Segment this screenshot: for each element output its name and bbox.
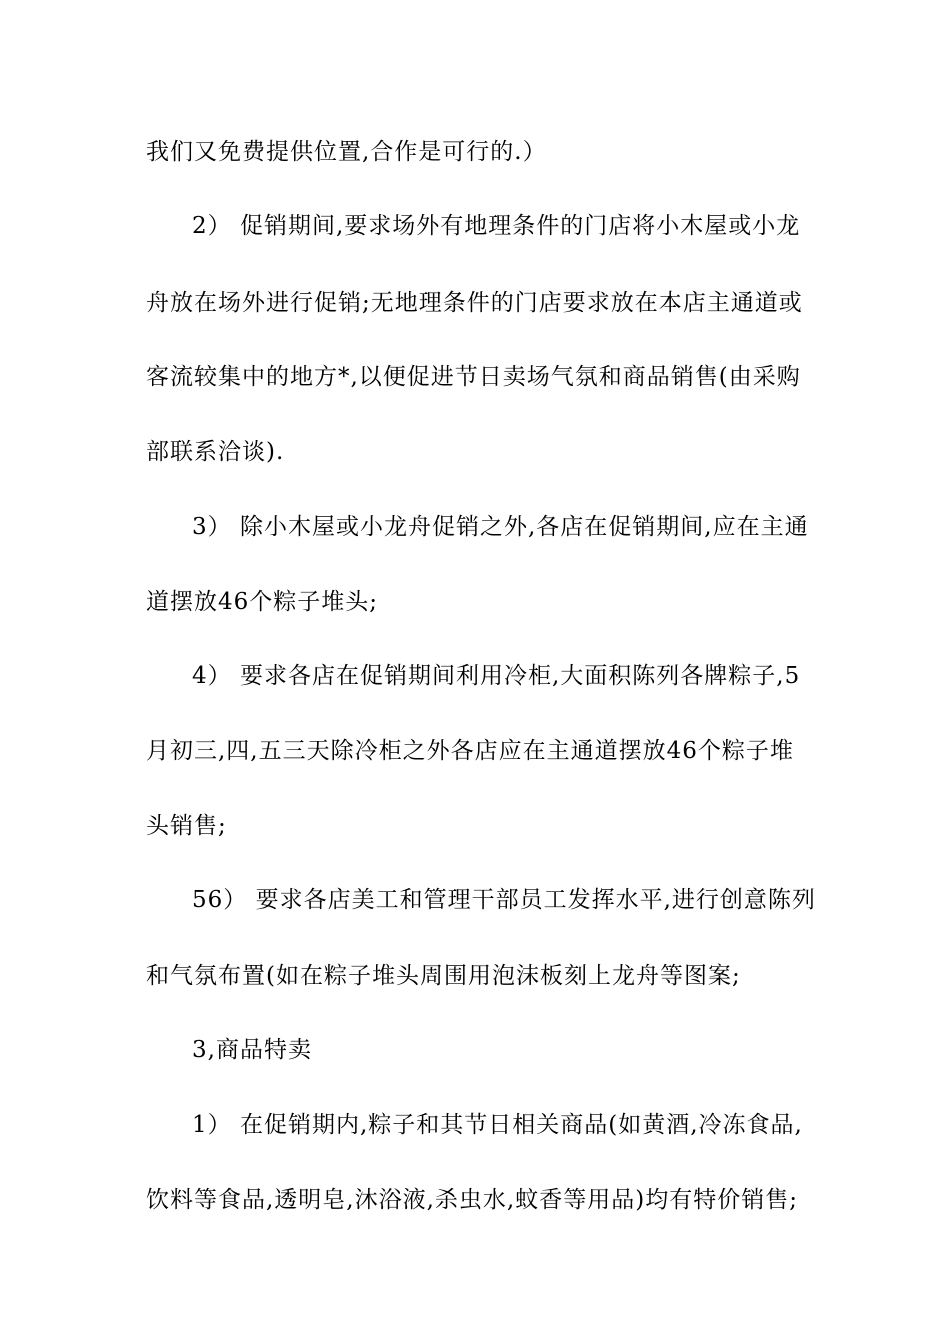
- text-line: 56） 要求各店美工和管理干部员工发挥水平,进行创意陈列: [192, 887, 816, 913]
- text-line: 我们又免费提供位置,合作是可行的.）: [146, 139, 547, 165]
- text-line: 月初三,四,五三天除冷柜之外各店应在主通道摆放46个粽子堆: [146, 738, 794, 764]
- text-line: 头销售;: [146, 813, 227, 839]
- text-line: 4） 要求各店在促销期间利用冷柜,大面积陈列各牌粽子,5: [192, 663, 801, 689]
- text-line: 和气氛布置(如在粽子堆头周围用泡沫板刻上龙舟等图案;: [146, 963, 741, 989]
- text-line: 客流较集中的地方*,以便促进节日卖场气氛和商品销售(由采购: [146, 364, 801, 390]
- text-line: 3） 除小木屋或小龙舟促销之外,各店在促销期间,应在主通: [192, 514, 809, 540]
- text-line: 饮料等食品,透明皂,沐浴液,杀虫水,蚊香等用品)均有特价销售;: [146, 1187, 798, 1213]
- text-line: 3,商品特卖: [192, 1037, 312, 1063]
- text-line: 舟放在场外进行促销;无地理条件的门店要求放在本店主通道或: [146, 290, 803, 316]
- text-line: 1） 在促销期内,粽子和其节日相关商品(如黄酒,冷冻食品,: [192, 1112, 803, 1138]
- text-line: 部联系洽谈).: [146, 439, 285, 465]
- text-line: 2） 促销期间,要求场外有地理条件的门店将小木屋或小龙: [192, 213, 801, 239]
- text-line: 道摆放46个粽子堆头;: [146, 589, 379, 615]
